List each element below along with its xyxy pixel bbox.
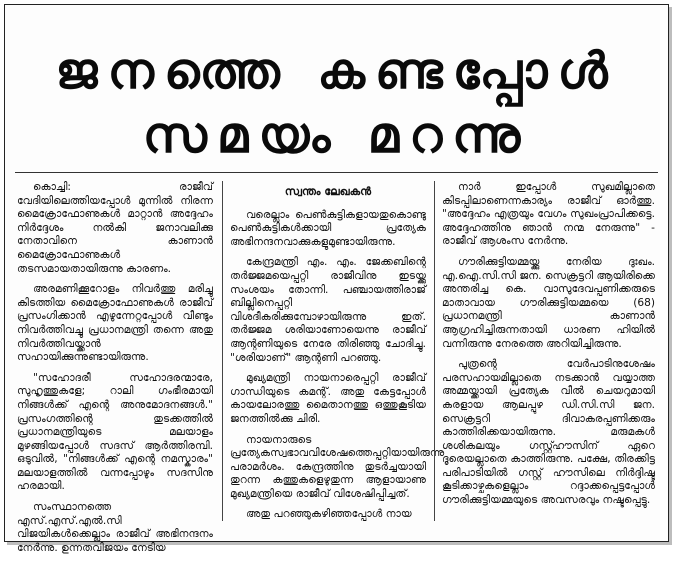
paragraph: സംസ്ഥാനത്തെ എസ്.എസ്.എൽ.സി വിജയികൾക്കെല്ലാം രാജീവ് അഭിനന്ദനം നേർന്നു. ഉന്നതവിജയം നേടിയ <box>17 501 213 554</box>
headline-line-2: സമയം മറന്നു <box>142 106 531 164</box>
paragraph: കൊച്ചി: രാജീവ് വേദിയിലെത്തിയപ്പോൾ മുന്നിൽ നിരന്ന മൈക്രോഫോണുകൾ മാറ്റാൻ അദ്ദേഹം നിർദ്ദേശം നൽകി ജനാവലിക്കു നേതാവിനെ കാണാൻ മൈക്രോഫോണുകൾ തടസമായതായിരുന്നു കാരണം. <box>17 181 213 275</box>
paragraph: പുത്രന്റെ വേർപാടിനുശേഷം പരസഹായമില്ലാതെ നടക്കാൻ വയ്യാത്ത അമ്മയ്ക്കായി പ്രത്യേക വീൽ ചെയറുമായി കരളായ ആലപ്പുഴ ഡി.സി.സി ജന. സെക്രട്ടറി ദിവാകരപ്പണിക്കരും കാത്തിരിക്കയായിരുന്നു. മരുമകൾ ശശികലയും ഗസ്റ്റ്ഹൗസിന് ഏറെ ദൂരെയല്ലാതെ കാത്തിരുന്നു. പക്ഷേ, തിരക്കിട്ട പരിപാടിയിൽ ഗസ്റ്റ് ഹൗസിലെ നിർദ്ദിഷ്ട കൂടിക്കാഴ്ചകളെല്ലാം റദ്ദാക്കപ്പെട്ടപ്പോൾ ഗൗരിക്കുട്ടിയമ്മയുടെ അവസരവും നഷ്ടപ്പെട്ടു. <box>442 358 655 507</box>
column-divider <box>434 181 435 521</box>
paragraph: നാർ ഇപ്പോൾ സുഖമില്ലാതെ കിടപ്പിലാണെന്നകാര്യം രാജീവ് ഓർത്തു. "അദ്ദേഹം എത്രയും വേഗം സുഖംപ്രാപിക്കട്ടെ. അദ്ദേഹത്തിനു ഞാൻ നന്മ നേരുന്നു" - രാജീവ് ആശംസ നേർന്നു. <box>442 181 655 248</box>
article-column-2 <box>230 181 445 529</box>
paragraph: നായനാരുടെ പ്രത്യേകസ്വഭാവവിശേഷത്തെപ്പറ്റിയായിരുന്നു പരാമർശം. കേന്ദ്രത്തിനു തുടർച്ചയായി തുറന്ന കത്തുകളെഴുതുന്ന ആളായാണു മുഖ്യമന്ത്രിയെ രാജീവ് വിശേഷിപ്പിച്ചത്. <box>230 433 445 500</box>
paragraph: അരമണിക്കൂറോളം നിവർത്തു മരിച്ചു കിടത്തിയ മൈക്രോഫോണുകൾ രാജീവ് പ്രസംഗിക്കാൻ എഴുന്നേറ്റപ്പോൾ വീണ്ടും നിവർത്തിവച്ചു പ്രധാനമന്ത്രി തന്നെ അതു നിവർത്തിവയ്ക്കാൻ സഹായിക്കുന്നുണ്ടായിരുന്നു. <box>17 283 213 364</box>
paragraph: അതു പറഞ്ഞുകഴിഞ്ഞപ്പോൾ നായ <box>246 508 412 521</box>
paragraph: കേന്ദ്രമന്ത്രി എം. എം. ജേക്കബിന്റെ തർജ്ജമയെപ്പറ്റി രാജീവിനു ഇടയ്ക്കു സംശയം തോന്നി. പഞ്ചായത്തിരാജ് ബില്ലിനെപ്പറ്റി വിശദീകരിക്കുമ്പോഴായിരുന്നു ഇത്. തർജ്ജമ ശരിയാണോയെന്നു രാജീവ് ആന്റണിയുടെ നേരേ തിരിഞ്ഞു ചോദിച്ചു. "ശരിയാണ്" ആന്റണി പറഞ്ഞു. <box>230 256 426 364</box>
article-column-1 <box>17 181 213 562</box>
paragraph: വരെല്ലാം പെൺകുട്ടികളായതുകൊണ്ടു പെൺകുട്ടികൾക്കായി പ്രത്യേക അഭിനന്ദനവാക്കുകളുമുണ്ടായിരുന്നു. <box>230 208 426 248</box>
headline-rule <box>15 172 658 173</box>
paragraph: ഗൗരിക്കുട്ടിയമ്മയ്ക്കു നേരിയ ദുഃഖം. എ.ഐ.സി.സി ജന. സെക്രട്ടറി ആയിരിക്കെ അന്തരിച്ച കെ. വാസുദേവപ്പണിക്കരുടെ മാതാവായ ഗൗരിക്കുട്ടിയമ്മയെ (68) പ്രധാനമന്ത്രി കാണാൻ ആഗ്രഹിച്ചിരുന്നതായി ധാരണ ഹിയിൽ വന്നിരുന്നു നേരത്തെ അറിയിച്ചിരുന്നു. <box>442 255 655 350</box>
column-divider <box>222 181 223 521</box>
paragraph: "സഹോദരീ സഹോദരന്മാരേ, സുഹൃത്തുകളേ; റാലി ഗംഭീരമായി നിങ്ങൾക്ക് എന്റെ അനുമോദനങ്ങൾ." പ്രസംഗത്തിന്റെ തുടക്കത്തിൽ പ്രധാനമന്ത്രിയുടെ മലയാളം മുഴങ്ങിയപ്പോൾ സദസ് ആർത്തിരമ്പി. ഒടുവിൽ, "നിങ്ങൾക്ക് എന്റെ നമസ്കാരം" മലയാളത്തിൽ വന്നപ്പോഴും സദസിനു ഹരമായി. <box>17 371 213 493</box>
headline-line-1: ജനത്തെ കണ്ടപ്പോൾ <box>55 42 618 100</box>
newspaper-clipping <box>4 4 669 554</box>
article-column-3 <box>442 181 655 515</box>
byline: സ്വന്തം ലേഖകൻ <box>284 185 372 198</box>
paragraph: മുഖ്യമന്ത്രി നായനാരെപ്പറ്റി രാജീവ് ഗാന്ധിയുടെ കമന്റ്. അതു കേട്ടപ്പോൾ കായലോരത്തു മൈതാനത്തു ഒത്തുകൂടിയ ജനത്തിൽക്കു ചിരി. <box>230 372 426 425</box>
